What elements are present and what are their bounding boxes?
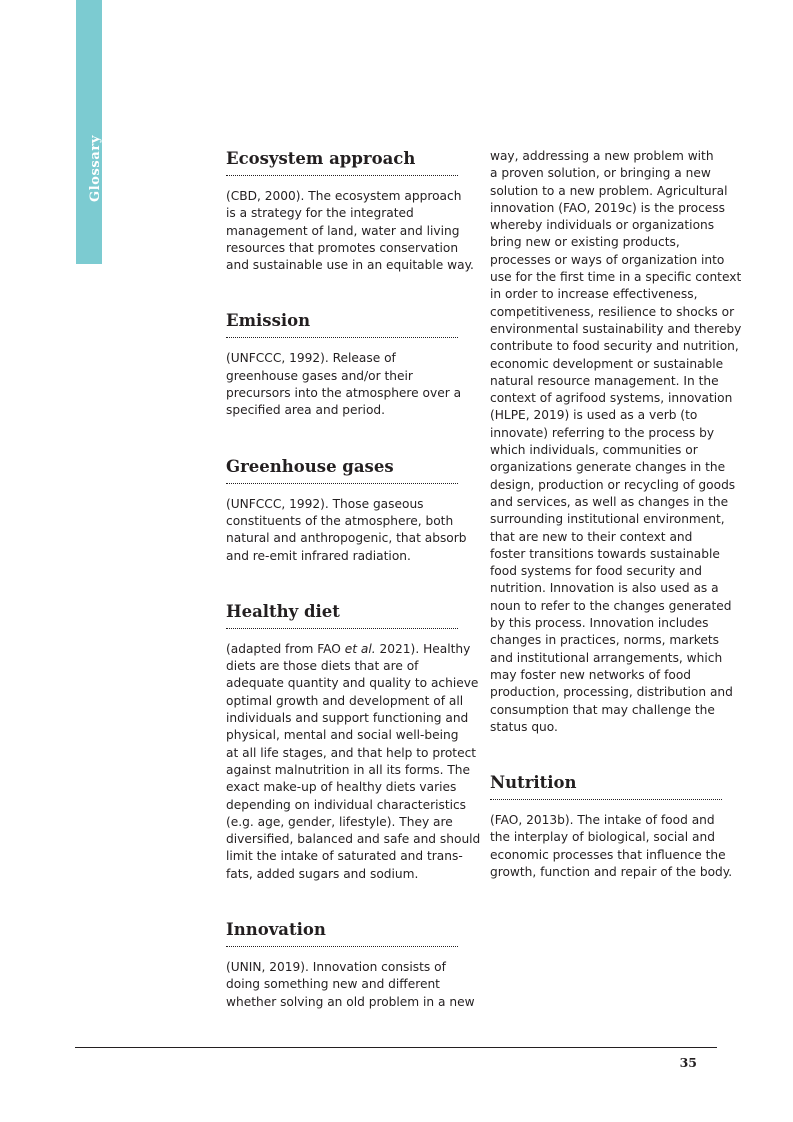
entry-greenhouse-gases — [226, 456, 467, 565]
section-tab-label: Glossary — [88, 135, 103, 202]
definition-text: (UNFCCC, 1992). Those gaseous constituents of the atmosphere, both natural and anthropogenic, that absorb and re-emit infrared radiation. — [226, 496, 467, 563]
dotted-divider — [490, 799, 722, 800]
footer-divider — [75, 1047, 717, 1048]
definition-text: (UNIN, 2019). Innovation consists of doing something new and different whether solving an old problem in a new — [226, 960, 475, 1009]
dotted-divider — [226, 175, 458, 176]
term-heading: Ecosystem approach — [226, 149, 416, 168]
right-column — [490, 148, 742, 881]
dotted-divider — [226, 946, 458, 947]
definition-text: (UNFCCC, 1992). Release of greenhouse gases and/or their precursors into the atmosphere over a specified area and period. — [226, 351, 462, 418]
definition-text-continued: way, addressing a new problem with a proven solution, or bringing a new solution to a new problem. Agricultural innovation (FAO, 2019c) is the process whereby individuals or organizations bring new or existing products, processes or ways of organization into use for the first time in a specific context in order to increase effectiveness, competitiveness, resilience to shocks or environmental sustainability and thereby contribute to food security and nutrition, economic development or sustainable natural resource management. In the context of agrifood systems, innovation (HLPE, 2019) is used as a verb (to innovate) referring to the process by which individuals, communities or organizations generate changes in the design, production or recycling of goods and services, as well as changes in the surrounding institutional environment, that are new to their context and foster transitions towards sustainable food systems for food security and nutrition. Innovation is also used as a noun to refer to the changes generated by this process. Innovation includes changes in practices, norms, markets and institutional arrangements, which may foster new networks of food production, processing, distribution and consumption that may challenge the status quo. — [490, 149, 742, 734]
left-column — [226, 148, 481, 1011]
dotted-divider — [226, 483, 458, 484]
entry-healthy-diet — [226, 601, 481, 883]
dotted-divider — [226, 337, 458, 338]
entry-nutrition — [490, 772, 733, 881]
term-heading: Greenhouse gases — [226, 456, 394, 476]
entry-innovation — [226, 919, 475, 1011]
term-heading: Innovation — [226, 920, 326, 940]
term-heading: Emission — [226, 311, 311, 331]
term-heading: Nutrition — [490, 773, 577, 793]
definition-text: (CBD, 2000). The ecosystem approach is a strategy for the integrated management of land, water and living resources that promotes conservation and sustainable use in an equitable way. — [226, 189, 474, 273]
section-tab — [76, 0, 102, 264]
dotted-divider — [226, 628, 458, 629]
page-number: 35 — [679, 1055, 697, 1070]
entry-ecosystem-approach — [226, 148, 474, 274]
definition-text: (FAO, 2013b). The intake of food and the interplay of biological, social and economic processes that influence the growth, function and repair of the body. — [490, 813, 733, 879]
term-heading: Healthy diet — [226, 601, 340, 621]
entry-emission — [226, 310, 462, 419]
definition-text: (adapted from FAO et al. 2021). Healthy diets are those diets that are of adequate quantity and quality to achieve optimal growth and development of all individuals and support functioning and physical, mental and social well-being at all life stages, and that help to protect against malnutrition in all its forms. The exact make-up of healthy diets varies depending on individual characteristics (e.g. age, gender, lifestyle). They are diversified, balanced and safe and should limit the intake of saturated and trans- fats, added sugars and sodium. — [226, 641, 481, 881]
